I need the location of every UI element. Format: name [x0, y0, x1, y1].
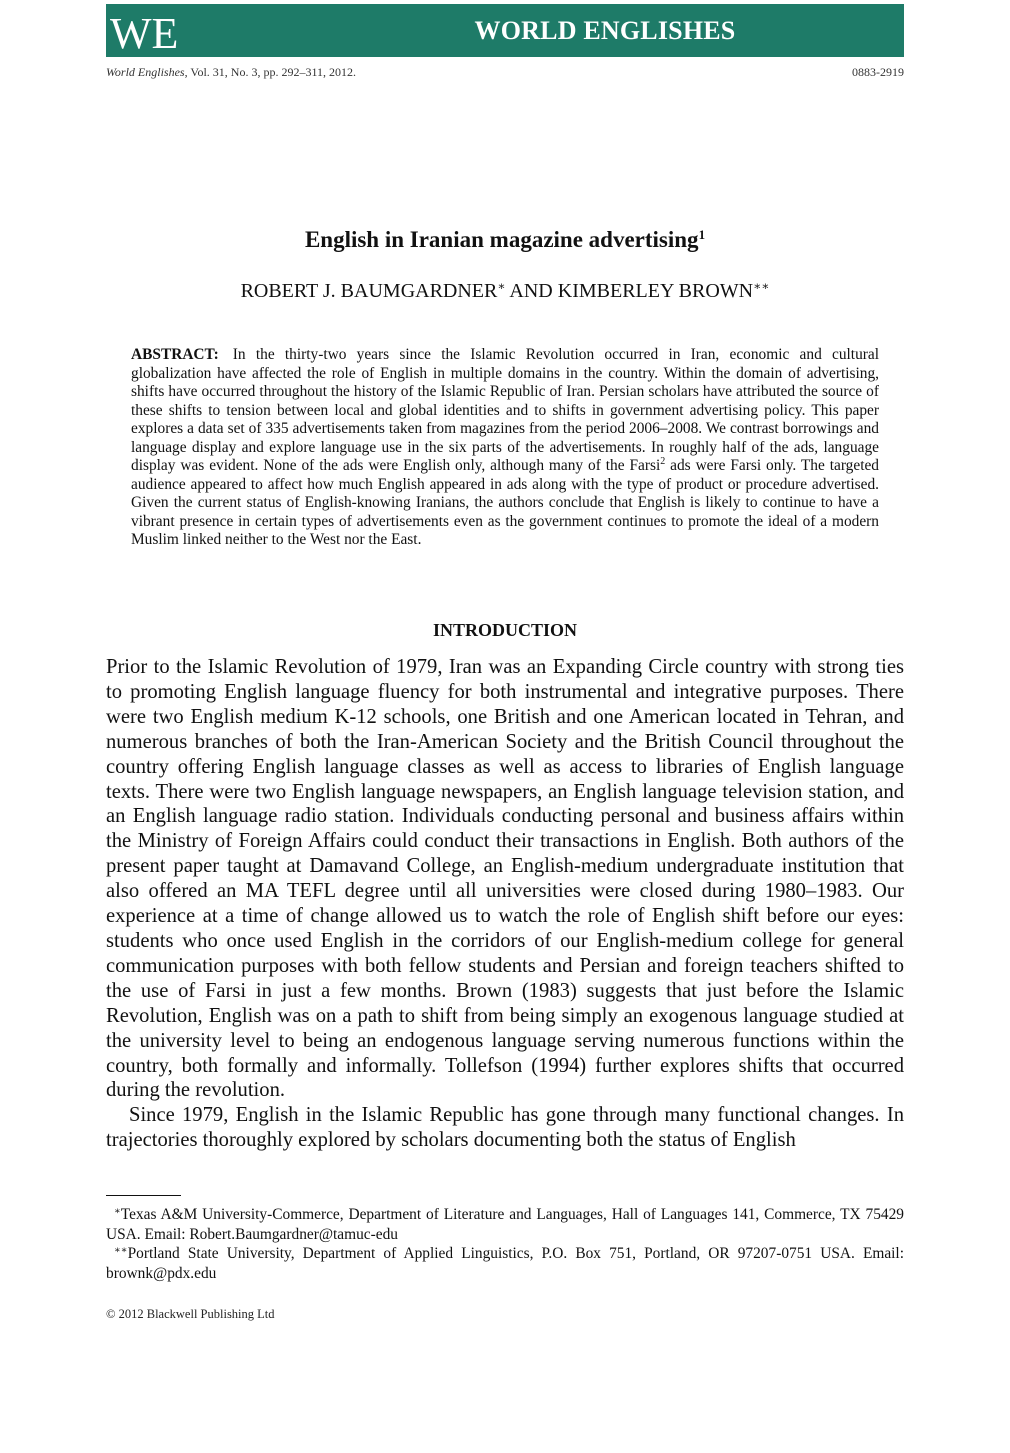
author-1-mark: ∗ — [497, 279, 506, 293]
footnote-1-text: Texas A&M University-Commerce, Department of Literature and Languages, Hall of Languages 141, Commerce, TX 75429 USA. Email: Robert.Baumgardner@tamuc-edu — [106, 1206, 904, 1243]
paragraph: Prior to the Islamic Revolution of 1979, Iran was an Expanding Circle country with strong ties to promoting English language fluency for both instrumental and integrative purposes. There were two English medium K-12 schools, one British and one American located in Tehran, and numerous branches of both the Iran-American Society and the British Council throughout the country offering English language classes as well as access to libraries of English language texts. There were two English language newspapers, an English language television station, and an English language radio station. Individuals conducting personal and business affairs within the Ministry of Foreign Affairs could conduct their transactions in English. Both authors of the present paper taught at Damavand College, an English-medium undergraduate institution that also offered an MA TEFL degree until all universities were closed during 1980–1983. Our experience at a time of change allowed us to watch the role of English shift before our eyes: students who once used English in the corridors of our English-medium college for general communication purposes with both fellow students and Persian and foreign teachers shifted to the use of Farsi in just a few months. Brown (1983) suggests that just before the Islamic Revolution, English was on a path to shift from being simply an exogenous language studied at the university level to being an endogenous language serving numerous functions within the country, both formally and informally. Tollefson (1994) further explores shifts that occurred during the revolution. — [106, 656, 904, 1102]
article-title — [106, 227, 904, 253]
footnote-2-mark: ∗∗ — [114, 1245, 128, 1256]
journal-logo — [106, 4, 192, 57]
abstract-text-1: In the thirty-two years since the Islamic Revolution occurred in Iran, economic and cultural globalization have affected the role of English in multiple domains in the country. Within the domain of advertising, shifts have occurred throughout the history of the Islamic Republic of Iran. Persian scholars have attributed the source of these shifts to tension between local and global identities and to shifts in government advertising policy. This paper explores a data set of 335 advertisements taken from magazines from the period 2006–2008. We contrast borrowings and language display and explore language use in the six parts of the advertisements. In roughly half of the ads, language display was evident. None of the ads were English only, although many of the Farsi — [131, 346, 879, 474]
author-2-mark: ∗∗ — [753, 279, 770, 293]
citation-details: , Vol. 31, No. 3, pp. 292–311, 2012. — [184, 65, 357, 79]
citation-journal: World Englishes — [106, 65, 185, 79]
journal-name: WORLD ENGLISHES — [474, 16, 736, 45]
author-line — [106, 279, 904, 303]
footnote-divider — [106, 1195, 181, 1196]
paragraph: Since 1979, English in the Islamic Republic has gone through many functional changes. In trajectories thoroughly explored by scholars documenting both the status of English — [106, 1104, 904, 1152]
abstract-text-2: ads were Farsi only. The targeted audience appeared to affect how much English appeared in ads along with the type of product or procedure advertised. Given the current status of English-knowing Iranians, the authors conclude that English is likely to continue to have a vibrant presence in certain types of advertisements even as the government continues to promote the ideal of a modern Muslim linked neither to the West nor the East. — [131, 457, 880, 548]
logo-text: WE — [110, 9, 179, 57]
introduction-body — [106, 655, 904, 1153]
title-text: English in Iranian magazine advertising — [304, 227, 699, 252]
abstract — [131, 346, 879, 550]
footnote-2 — [106, 1244, 904, 1283]
citation — [106, 65, 356, 80]
author-conjunction: AND — [505, 280, 558, 302]
title-footnote-mark: 1 — [698, 227, 706, 242]
footnote-2-text: Portland State University, Department of Applied Linguistics, P.O. Box 751, Portland, OR 97207-0751 USA. Email: brownk@pdx.edu — [106, 1245, 904, 1282]
footnote-1-mark: ∗ — [114, 1206, 121, 1217]
copyright: © 2012 Blackwell Publishing Ltd — [106, 1307, 275, 1321]
issn: 0883-2919 — [852, 65, 904, 79]
author-1: ROBERT J. BAUMGARDNER — [240, 280, 498, 302]
abstract-label: ABSTRACT: — [131, 346, 219, 363]
author-2: KIMBERLEY BROWN — [557, 280, 754, 302]
section-heading-introduction: INTRODUCTION — [432, 620, 578, 640]
footnotes — [106, 1205, 904, 1283]
abstract-footnote-mark: 2 — [660, 456, 666, 467]
journal-banner — [106, 4, 904, 57]
footnote-1 — [106, 1205, 904, 1244]
